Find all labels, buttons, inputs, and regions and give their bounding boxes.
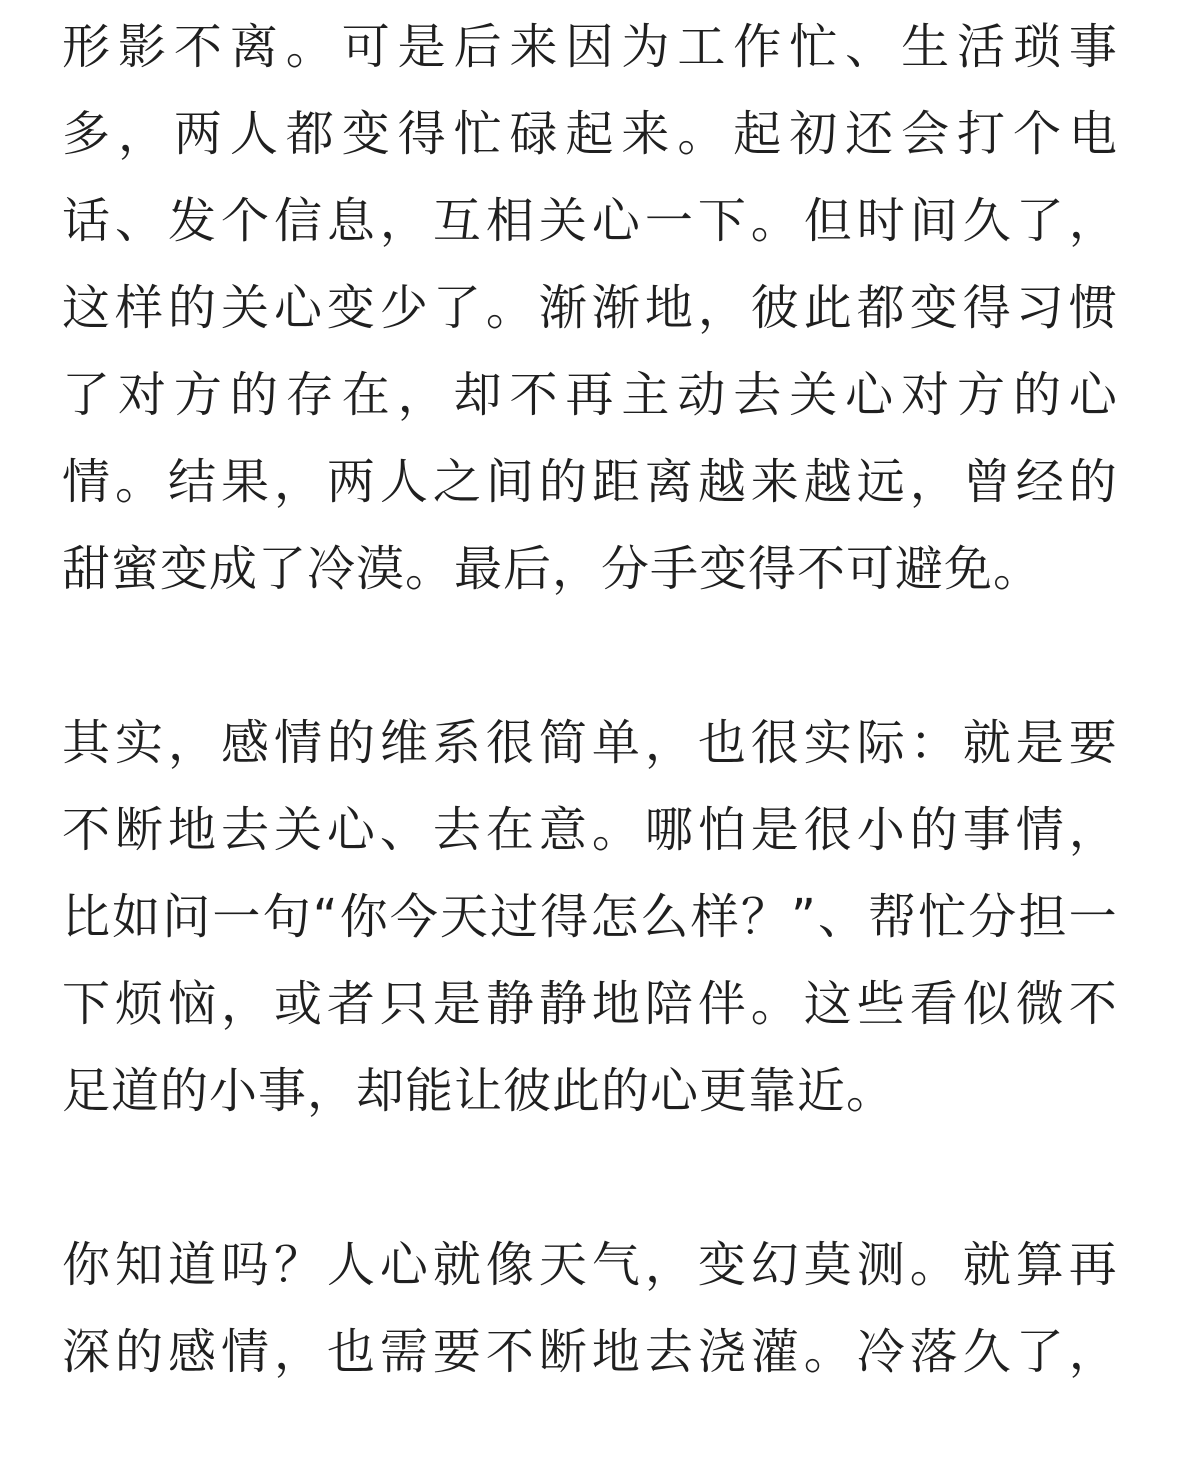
text-line: 比 如 问 一 句 “ 你 今 天 过 得 怎 么 样 ？ ” 、 帮 忙 分 担 一: [62, 889, 1118, 945]
text-line: 甜蜜变成了冷漠。最后，分手变得不可避免。: [62, 541, 1043, 597]
text-line: 这 样 的 关 心 变 少 了 。 渐 渐 地 ， 彼 此 都 变 得 习 惯: [62, 280, 1118, 336]
text-line: 话 、 发 个 信 息 ， 互 相 关 心 一 下 。 但 时 间 久 了 ，: [62, 193, 1118, 249]
text-line: 形 影 不 离 。 可 是 后 来 因 为 工 作 忙 、 生 活 琐 事: [62, 19, 1118, 75]
text-line: 你 知 道 吗 ？ 人 心 就 像 天 气 ， 变 幻 莫 测 。 就 算 再: [62, 1237, 1118, 1293]
text-line: 足道的小事，却能让彼此的心更靠近。: [62, 1063, 896, 1119]
text-line: 情 。 结 果 ， 两 人 之 间 的 距 离 越 来 越 远 ， 曾 经 的: [62, 454, 1118, 510]
text-line: 下 烦 恼 ， 或 者 只 是 静 静 地 陪 伴 。 这 些 看 似 微 不: [62, 976, 1118, 1032]
paragraph: [62, 4, 1118, 613]
text-line: 多 ， 两 人 都 变 得 忙 碌 起 来 。 起 初 还 会 打 个 电: [62, 106, 1118, 162]
text-line: 其 实 ， 感 情 的 维 系 很 简 单 ， 也 很 实 际 ： 就 是 要: [62, 715, 1118, 771]
paragraph: [62, 700, 1118, 1135]
text-line: 不 断 地 去 关 心 、 去 在 意 。 哪 怕 是 很 小 的 事 情 ，: [62, 802, 1118, 858]
text-line: 了 对 方 的 存 在 ， 却 不 再 主 动 去 关 心 对 方 的 心: [62, 367, 1118, 423]
paragraph: [62, 1222, 1118, 1396]
text-line: 深 的 感 情 ， 也 需 要 不 断 地 去 浇 灌 。 冷 落 久 了 ，: [62, 1324, 1118, 1380]
article-body: [62, 4, 1118, 1483]
